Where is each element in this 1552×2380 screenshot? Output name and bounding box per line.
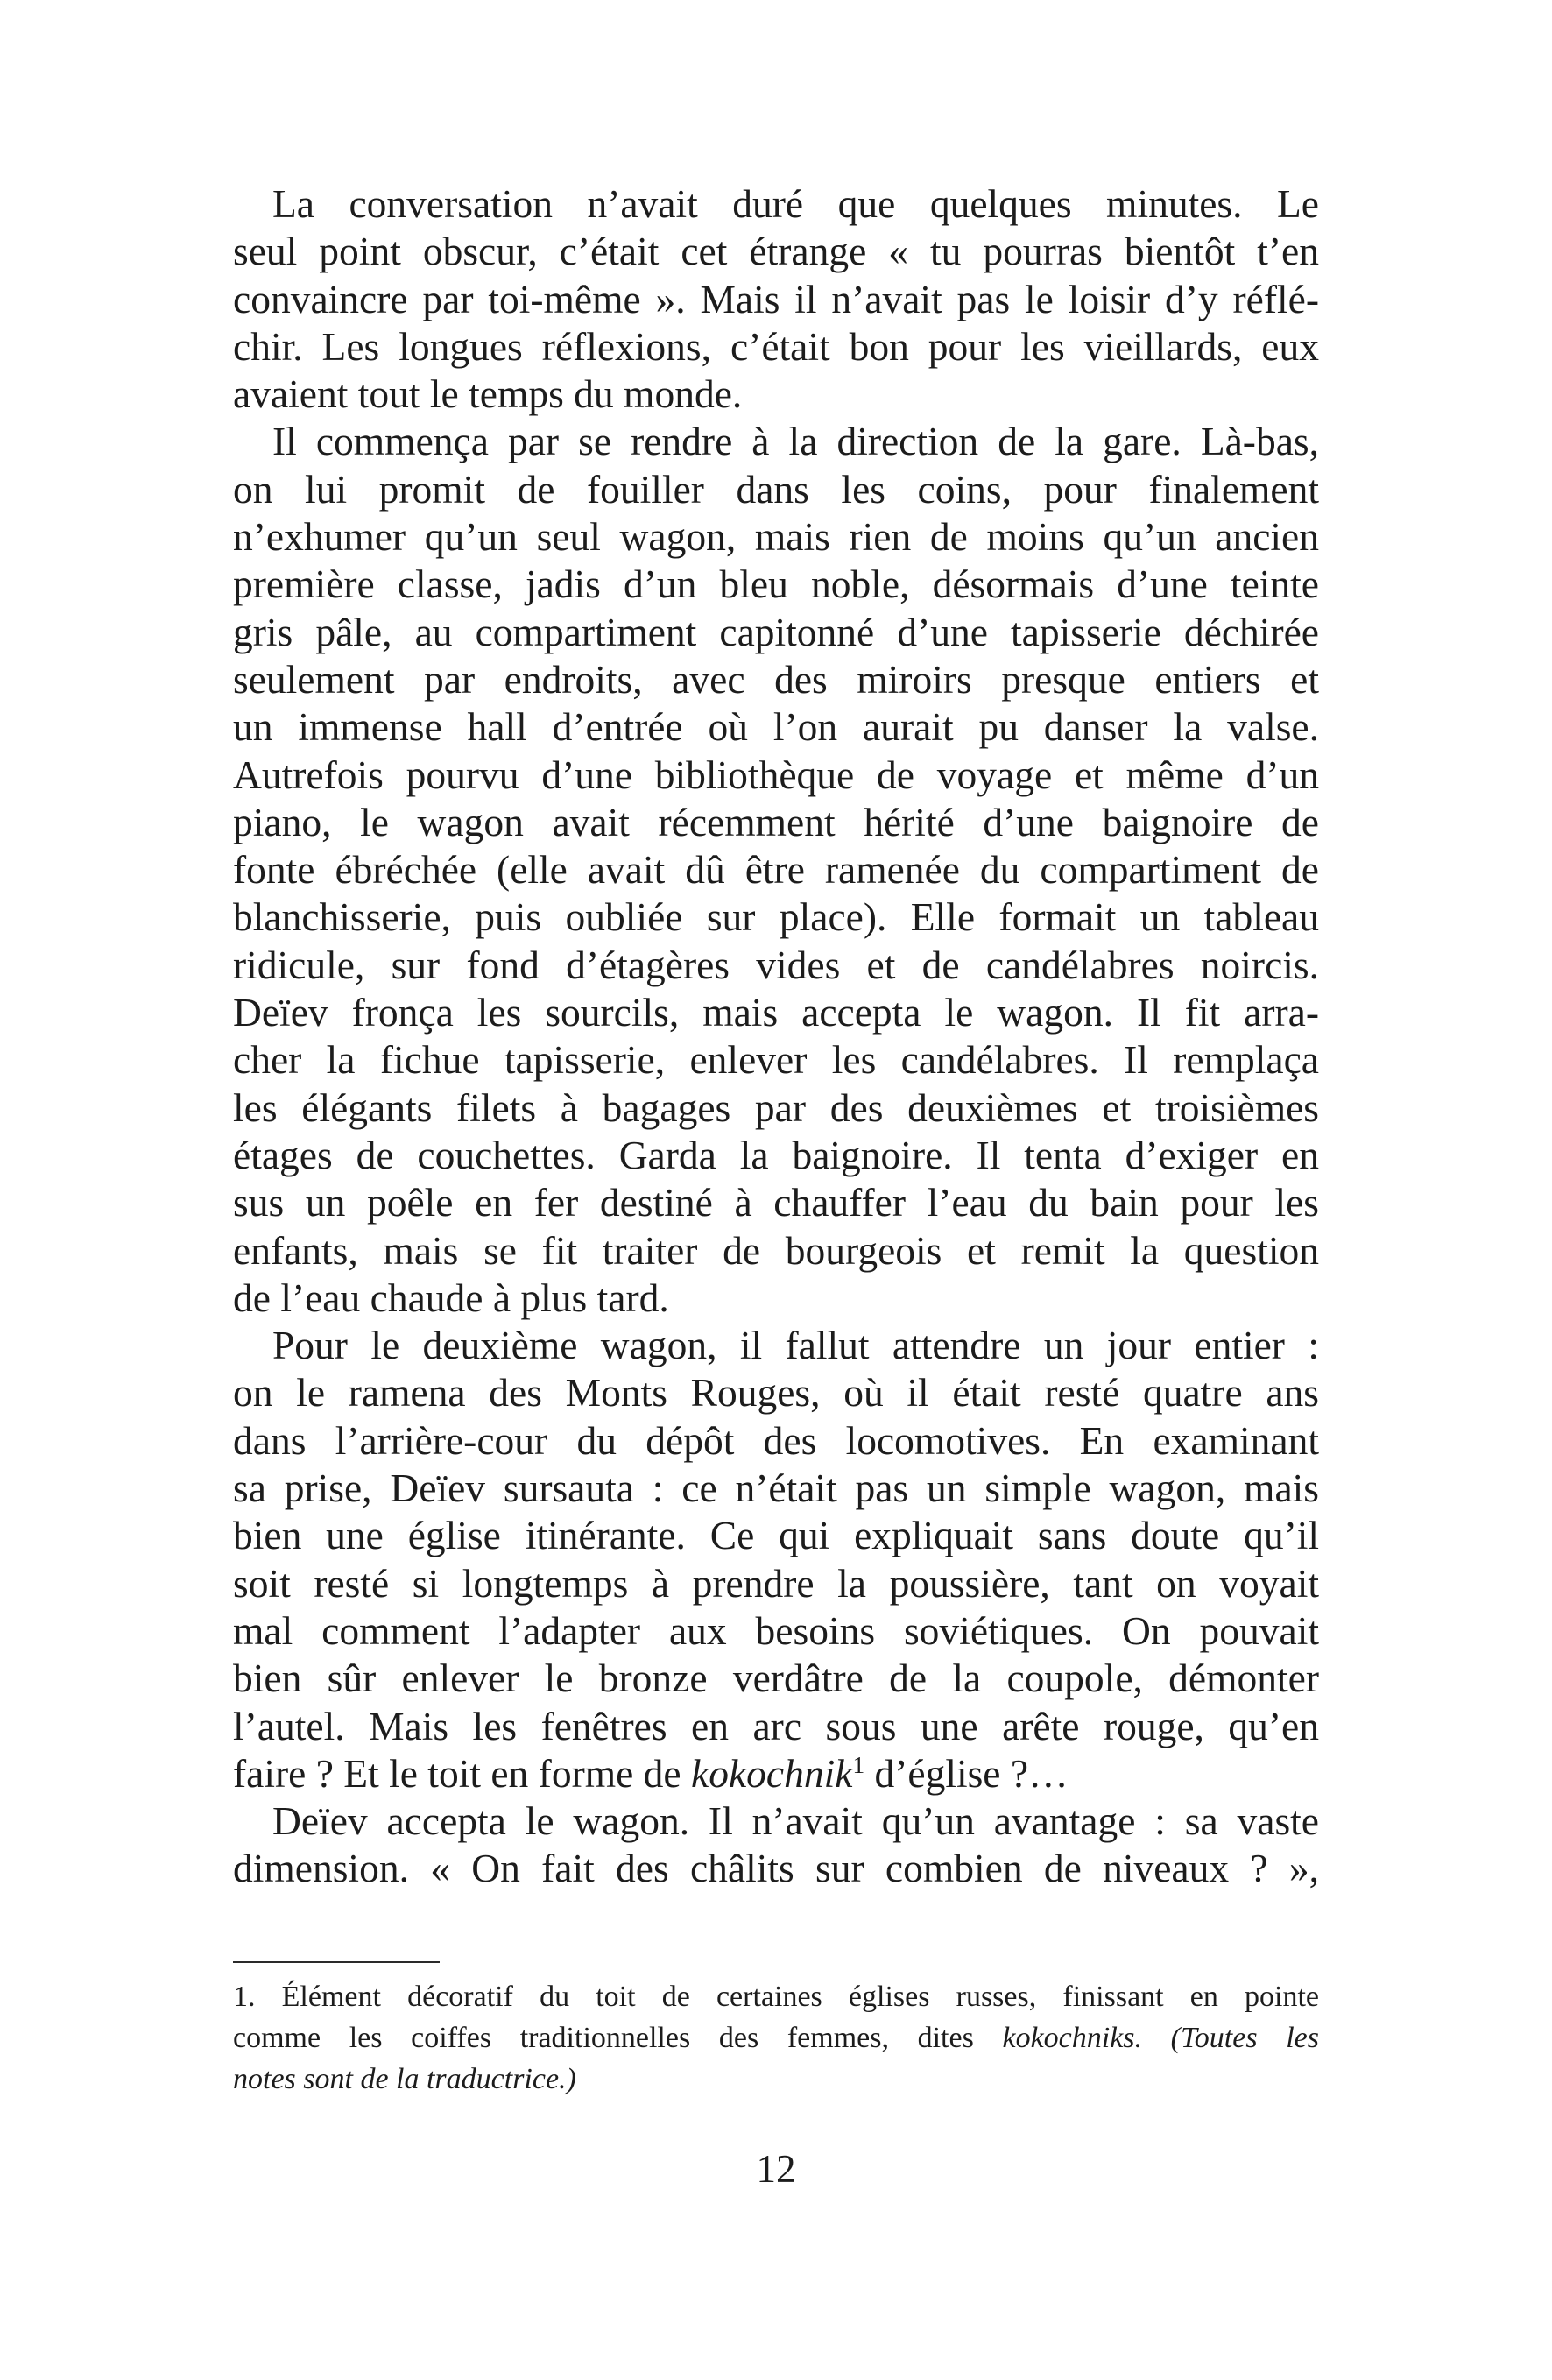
text-line: n’exhumer qu’un seul wagon, mais rien de moins qu’un ancien	[233, 514, 1319, 560]
text-line: piano, le wagon avait récemment hérité d’une baignoire de	[233, 799, 1319, 844]
footnote-separator	[233, 1961, 440, 1963]
text-line: première classe, jadis d’un bleu noble, désormais d’une teinte	[233, 561, 1319, 607]
text-line: on le ramena des Monts Rouges, où il était resté quatre ans	[233, 1370, 1319, 1416]
text-line: Pour le deuxième wagon, il fallut attendre un jour entier :	[272, 1323, 1319, 1368]
footnote	[233, 1976, 1319, 2100]
text-line: Deïev fronça les sourcils, mais accepta le wagon. Il fit arra-	[233, 990, 1319, 1035]
text-line: sus un poêle en fer destiné à chauffer l’eau du bain pour les	[233, 1180, 1319, 1225]
text-line: mal comment l’adapter aux besoins soviétiques. On pouvait	[233, 1607, 1319, 1653]
text-line: on lui promit de fouiller dans les coins, pour finalement	[233, 466, 1319, 512]
text-line: convaincre par toi-même ». Mais il n’avait pas le loisir d’y réflé-	[233, 276, 1319, 321]
text-line: Il commença par se rendre à la direction de la gare. Là-bas,	[272, 419, 1319, 464]
text-line: blanchisserie, puis oubliée sur place). Elle formait un tableau	[233, 894, 1319, 940]
text-line: Autrefois pourvu d’une bibliothèque de voyage et même d’un	[233, 752, 1319, 797]
italic-word: kokochnik	[691, 1750, 853, 1796]
paragraph-lines-end	[233, 1797, 1319, 1893]
text-line: un immense hall d’entrée où l’on aurait pu danser la valse.	[233, 704, 1319, 750]
text-line: bien sûr enlever le bronze verdâtre de la coupole, démonter	[233, 1656, 1319, 1701]
text-line: gris pâle, au compartiment capitonné d’une tapisserie déchirée	[233, 609, 1319, 654]
text-line: soit resté si longtemps à prendre la poussière, tant on voyait	[233, 1560, 1319, 1606]
text-line: sa prise, Deïev sursauta : ce n’était pas un simple wagon, mais	[233, 1465, 1319, 1511]
text-line: La conversation n’avait duré que quelques minutes. Le	[272, 181, 1319, 226]
text-line: seul point obscur, c’était cet étrange « tu pourras bientôt t’en	[233, 229, 1319, 274]
text-line: enfants, mais se fit traiter de bourgeois et remit la question	[233, 1227, 1319, 1273]
text-line: fonte ébréchée (elle avait dû être ramenée du compartiment de	[233, 847, 1319, 893]
text-line: de l’eau chaude à plus tard.	[233, 1275, 669, 1320]
text-line: l’autel. Mais les fenêtres en arc sous une arête rouge, qu’en	[233, 1703, 1319, 1748]
text-line: Deïev accepta le wagon. Il n’avait qu’un avantage : sa vaste	[272, 1798, 1319, 1844]
text-line: ridicule, sur fond d’étagères vides et de candélabres noircis.	[233, 942, 1319, 987]
footnote-text: comme les coiffes traditionnelles des femmes, dites	[233, 2022, 1003, 2054]
footnote-line: 1. Élément décoratif du toit de certaines églises russes, finissant en pointe	[233, 1981, 1319, 2013]
text-line: étages de couchettes. Garda la baignoire. Il tenta d’exiger en	[233, 1132, 1319, 1177]
footnote-line: notes sont de la traductrice.)	[233, 2063, 576, 2095]
paragraph-lines	[233, 180, 1319, 1750]
text-line: cher la fichue tapisserie, enlever les candélabres. Il remplaça	[233, 1037, 1319, 1083]
text-line: seulement par endroits, avec des miroirs presque entiers et	[233, 656, 1319, 702]
text-line: avaient tout le temps du monde.	[233, 371, 743, 417]
text-line: chir. Les longues réflexions, c’était bon pour les vieillards, eux	[233, 323, 1319, 369]
text-segment: faire ? Et le toit en forme de	[233, 1750, 692, 1796]
body-text	[233, 180, 1319, 1893]
footnote-line	[233, 2017, 1319, 2059]
text-segment: d’église ?…	[864, 1750, 1069, 1796]
footnote-reference[interactable]: 1	[852, 1751, 865, 1778]
text-line-kokochnik	[233, 1750, 1319, 1797]
text-line: dans l’arrière-cour du dépôt des locomotives. En examinant	[233, 1417, 1319, 1463]
text-line: les élégants filets à bagages par des deuxièmes et troisièmes	[233, 1084, 1319, 1130]
text-line: bien une église itinérante. Ce qui expliquait sans doute qu’il	[233, 1513, 1319, 1558]
text-line: dimension. « On fait des châlits sur combien de niveaux ? »,	[233, 1846, 1319, 1891]
footnote-italic-text: kokochniks. (Toutes les	[1002, 2022, 1319, 2054]
page-number: 12	[756, 2147, 796, 2191]
